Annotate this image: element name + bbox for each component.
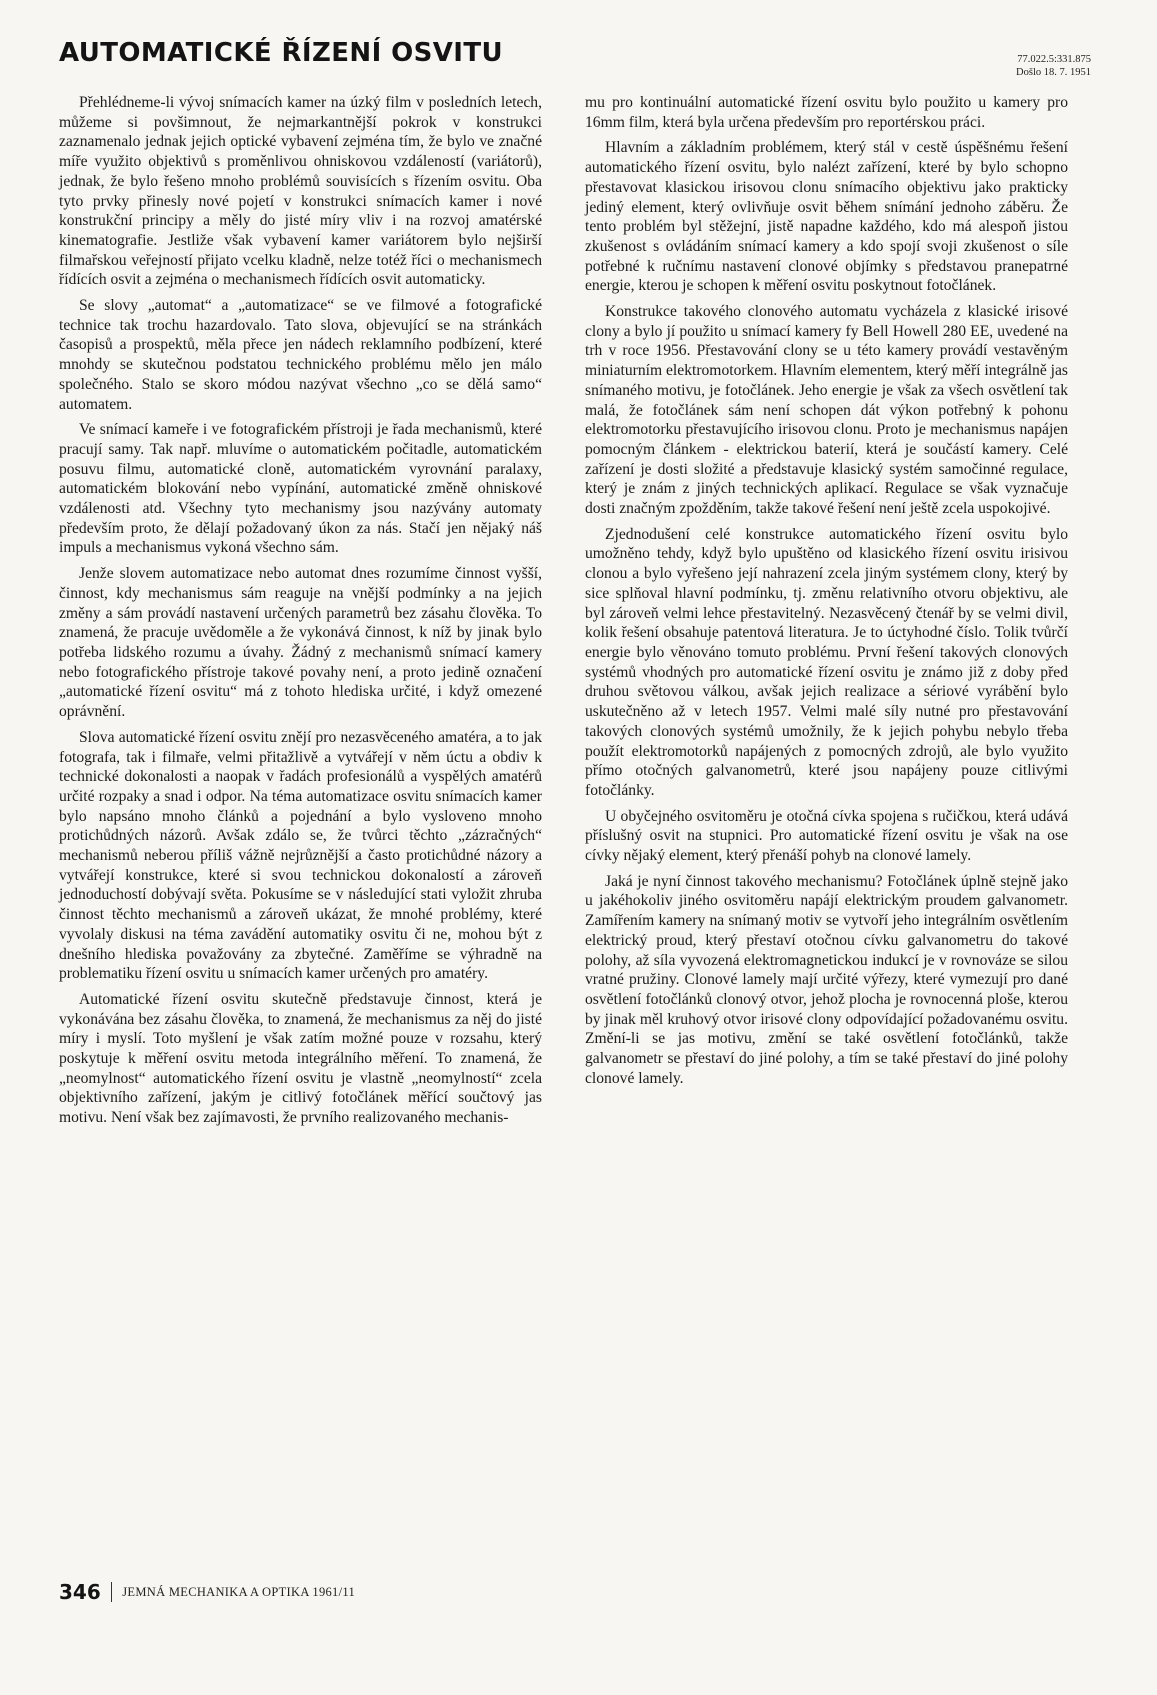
article-meta xyxy=(1016,53,1091,79)
paragraph: Slova automatické řízení osvitu znějí pro nezasvěceného amatéra, a to jak fotografa, tak i filmaře, velmi přitažlivě a vytvářejí v něm úctu a obdiv k technické dokonalosti a naopak v řadách profesionálů a vyspělých amatérů určité rozpaky a snad i odpor. Na téma automatizace osvitu snímacích kamer bylo napsáno mnoho článků a pojednání a bylo vysloveno mnoho protichůdných názorů. Avšak zdálo se, že tvůrci těchto „zázračných“ mechanismů neberou příliš vážně nejrůznější a často protichůdné názory a vytvářejí konstrukce, které si svou technickou dokonalostí a zároveň jednoduchostí dobývají světa. Pokusíme se v následující stati vyložit zhruba činnost těchto mechanismů a zároveň ukázat, že mnohé problémy, které vyvolaly diskusi na téma zavádění automatiky osvitu či ne, mohou být z dnešního hlediska považovány za zbytečné. Zaměříme se výhradně na problematiku řízení osvitu u snímacích kamer určených pro amatéry. xyxy=(59,728,542,983)
paragraph-continued: mu pro kontinuální automatické řízení osvitu bylo použito u kamery pro 16mm film, která byla určena především pro reportérskou práci. xyxy=(585,94,1068,131)
received-date: Došlo 18. 7. 1951 xyxy=(1016,67,1091,78)
paragraph: Se slovy „automat“ a „automatizace“ se ve filmové a fotografické technice tak trochu hazardovalo. Tato slova, objevující se na stránkách časopisů a prospektů, měla přece jen nádech reklamního podbízení, které mnohdy se skutečnou podstatou technického problému mělo jen málo společného. Stalo se skoro módou nazývat všechno „co se dělá samo“ automatem. xyxy=(59,297,542,413)
paragraph: Hlavním a základním problémem, který stál v cestě úspěšnému řešení automatického řízení osvitu, bylo nalézt zařízení, které by bylo schopno přestavovat klasickou irisovou clonu snímacího objektivu jako prakticky jediný element, který ovlivňuje osvit během snímání jednoho záběru. Že tento problém byl stěžejní, jistě napadne každého, kdo má alespoň jistou zkušenost s ovládáním snímací kamery a kdo spojí svoji zkušenost o síle potřebné k ručnímu nastavení clonové objímky s představou pranepatrné energie, kterou je schopen k měření osvitu poskytnout fotočlánek. xyxy=(585,139,1068,295)
paragraph: Přehlédneme-li vývoj snímacích kamer na úzký film v posledních letech, můžeme si povšimnout, že nejmarkantnější pokrok v konstrukci zaznamenalo jednak jejich optické vybavení zejména tím, že bylo ve značné míře využito objektivů s proměnlivou ohniskovou vzdáleností (variátorů), jednak, že bylo řešeno mnoho problémů souvisících s řízením osvitu. Oba tyto prvky přinesly nové pojetí v konstrukci snímacích kamer i nové konstrukční principy a měly do jisté míry vliv i na rozvoj amatérské kinematografie. Jestliže však vybavení kamer variátorem bylo nejširší filmařskou veřejností přijato vcelku kladně, nelze totéž říci o mechanismech řídících osvit a zejména o mechanismech řídících osvit automaticky. xyxy=(59,94,542,289)
article-title: AUTOMATICKÉ ŘÍZENÍ OSVITU xyxy=(59,38,503,68)
right-column xyxy=(585,93,1068,1094)
paragraph: Zjednodušení celé konstrukce automatického řízení osvitu bylo umožněno tehdy, když bylo upuštěno od klasického řízení osvitu irisivou clonou a bylo vyřešeno její nahrazení zcela jiným systémem clony, který by sice splňoval hlavní podmínku, tj. změnu relativního otvoru objektivu, ale byl zároveň velmi lehce přestavitelný. Nezasvěcený čtenář by se velmi divil, kolik řešení obsahuje patentová literatura. Je to úctyhodné číslo. Tolik tvůrčí energie bylo věnováno tomuto problému. První řešení takových clonových systémů vhodných pro automatické řízení osvitu je známo již z doby před druhou světovou válkou, avšak jejich realizace a sériové vyrábění bylo uskutečněno až v letech 1957. Velmi malé síly nutné pro přestavování takových clonových systémů umožnily, že k jejich pohybu nebylo třeba použít elektromotorků napájených z pomocných zdrojů, ale bylo využito přímo otočných galvanometrů, které jsou napájeny pouze citlivými fotočlánky. xyxy=(585,525,1068,799)
left-column xyxy=(59,93,542,1134)
paragraph: Jaká je nyní činnost takového mechanismu? Fotočlánek úplně stejně jako u jakéhokoliv jiného osvitoměru napájí elektrickým proudem galvanometr. Zamířením kamery na snímaný motiv se vytvoří jeho integrálním osvětlením elektrický proud, který přestaví otočnou cívku galvanometru do takové polohy, až síla vyvozená elektromagnetickou indukcí je v rovnováze se silou vratné pružiny. Clonové lamely mají určité výřezy, které vymezují pro dané osvětlení fotočlánků clonový otvor, jehož plocha je rovnocenná ploše, kterou by jinak měl kruhový otvor irisové clony odpovídající požadovanému osvitu. Změní-li se jas motivu, změní se také osvětlení fotočlánků, takže galvanometr se přestaví do jiné polohy, a tím se také přestaví do jiné polohy clonové lamely. xyxy=(585,872,1068,1087)
paragraph: Jenže slovem automatizace nebo automat dnes rozumíme činnost vyšší, činnost, kdy mechanismus sám reaguje na vnější podmínky a na jejich změny a sám provádí nastavení určených parametrů bez zásahu člověka. To znamená, že pracuje uvědoměle a že vykonává činnost, k níž by jinak bylo potřeba lidského rozumu a úvahy. Žádný z mechanismů snímací kamery nebo fotografického přístroje takové povahy není, a proto jedině označení „automatické řízení osvitu“ má z tohoto hlediska určité, i když omezené oprávnění. xyxy=(59,565,542,721)
paragraph: Ve snímací kameře i ve fotografickém přístroji je řada mechanismů, které pracují samy. Tak např. mluvíme o automatickém počitadle, automatickém posuvu filmu, automatické cloně, automatickém vyrovnání paralaxy, automatickém blokování nebo vypínání, automatické změně ohniskové vzdálenosti atd. Všechny tyto mechanismy jsou nazývány automaty především proto, že dělají požadovaný úkon za nás. Stačí jen nějaký náš impuls a mechanismus vykoná všechno sám. xyxy=(59,421,542,557)
paragraph: Konstrukce takového clonového automatu vycházela z klasické irisové clony a bylo jí použito u snímací kamery fy Bell Howell 280 EE, uvedené na trh v roce 1956. Přestavování clony se u této kamery provádí vestavěným miniaturním elektromotorkem. Hlavním elementem, který měří integrálně jas snímaného motivu, je fotočlánek. Jeho energie je však za všech osvětlení tak malá, že fotočlánek sám není schopen dát výkon potřebný k pohonu elektromotorku přestavujícího irisovou clonu. Proto je mechanismus napájen pomocným článkem - elektrickou baterií, která je součástí kamery. Celé zařízení je dosti složité a představuje klasický systém samočinné regulace, který je znám z jiných technických aplikací. Regulace se však vyznačuje dosti značným zpožděním, takže takové řešení není ještě zcela uspokojivé. xyxy=(585,303,1068,518)
page-number: 346 xyxy=(59,1580,101,1604)
footer-divider xyxy=(111,1582,113,1602)
paragraph: Automatické řízení osvitu skutečně představuje činnost, která je vykonávána bez zásahu člověka, to znamená, že mechanismus za něj do jisté míry i myslí. Toto myšlení je však zatím možné pouze v rozsahu, který poskytuje k měření osvitu metoda integrálního měření. To znamená, že „neomylnost“ automatického řízení osvitu je vlastně „neomylností“ zcela objektivního zařízení, jakým je citlivý fotočlánek měřící součtový jas motivu. Není však bez zajímavosti, že prvního realizovaného mechanis- xyxy=(59,990,542,1127)
page-footer xyxy=(59,1580,355,1604)
journal-name: JEMNÁ MECHANIKA A OPTIKA 1961/11 xyxy=(122,1584,356,1599)
paragraph: U obyčejného osvitoměru je otočná cívka spojena s ručičkou, která udává příslušný osvit na stupnici. Pro automatické řízení osvitu je však na ose cívky nějaký element, který přenáší pohyb na clonové lamely. xyxy=(585,807,1068,865)
classification-code: 77.022.5:331.875 xyxy=(1017,54,1091,65)
